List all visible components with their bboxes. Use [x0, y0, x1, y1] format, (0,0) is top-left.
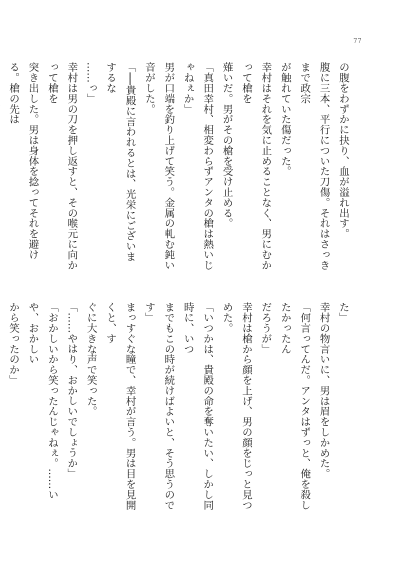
text-line: 腹に三本、平行についた刀傷。それはさっきまで政宗 [298, 62, 330, 270]
text-line: 「何言ってんだ。アンタはずっと、俺を殺したかったん [278, 302, 311, 510]
text-line: 幸村はそれを気に止めることなく、男にむかって槍を [239, 62, 272, 270]
text-line: た」 [337, 302, 349, 323]
text-line: 薙いだ。男がその槍を受け止める。 [220, 62, 233, 229]
text-line [0, 62, 3, 270]
text-line: 「……やはり、おかしいでしょうか」 [65, 302, 78, 479]
text-line: ぐに大きな声で笑った。 [84, 302, 97, 417]
text-line: 「いつかは、貴殿の命を奪いたい、しかし同時に、いつ [181, 302, 214, 510]
text-line: 幸村の物言いに、男は眉をしかめた。 [317, 302, 330, 479]
text-line: ……っ」 [84, 62, 97, 104]
text-line: の腹をわずかに抉り、血が溢れ出す。 [337, 62, 349, 239]
text-line: から笑ったのか」 [7, 302, 20, 386]
text-line: 幸村は男の刀を押し返すと、その喉元に向かって槍を [45, 62, 78, 270]
text-line: 幸村は槍から顔を上げ、男の顔をじっと見つめた。 [220, 302, 252, 510]
text-line: まっすぐな瞳で、幸村が言う。男は目を見開くと、す [104, 302, 136, 510]
text-line: 「真田幸村、相変わらずアンタの槍は熱いじゃねぇか」 [181, 62, 214, 270]
text-line: までもこの時が続けばよいと、そう思うのです」 [142, 302, 175, 510]
text-line: 男が口端を釣り上げて笑う。金属の軋む鈍い音がした。 [142, 62, 175, 270]
text-line: だろうが」 [259, 302, 272, 354]
body-text-lower [7, 302, 352, 514]
text-line: 突き出した。男は身体を捻ってそれを避ける。槍の先は [7, 62, 39, 260]
text-line: 「おかしいから笑ったんじゃねぇ。……いや、おかしい [26, 302, 58, 500]
text-line [0, 302, 3, 514]
text-line: が触れていた傷だった。 [278, 62, 291, 177]
body-text-upper [7, 62, 352, 270]
page-number: 77 [353, 38, 362, 45]
text-line: 「──貴殿に言われるとは、光栄にございまするな [104, 62, 136, 262]
